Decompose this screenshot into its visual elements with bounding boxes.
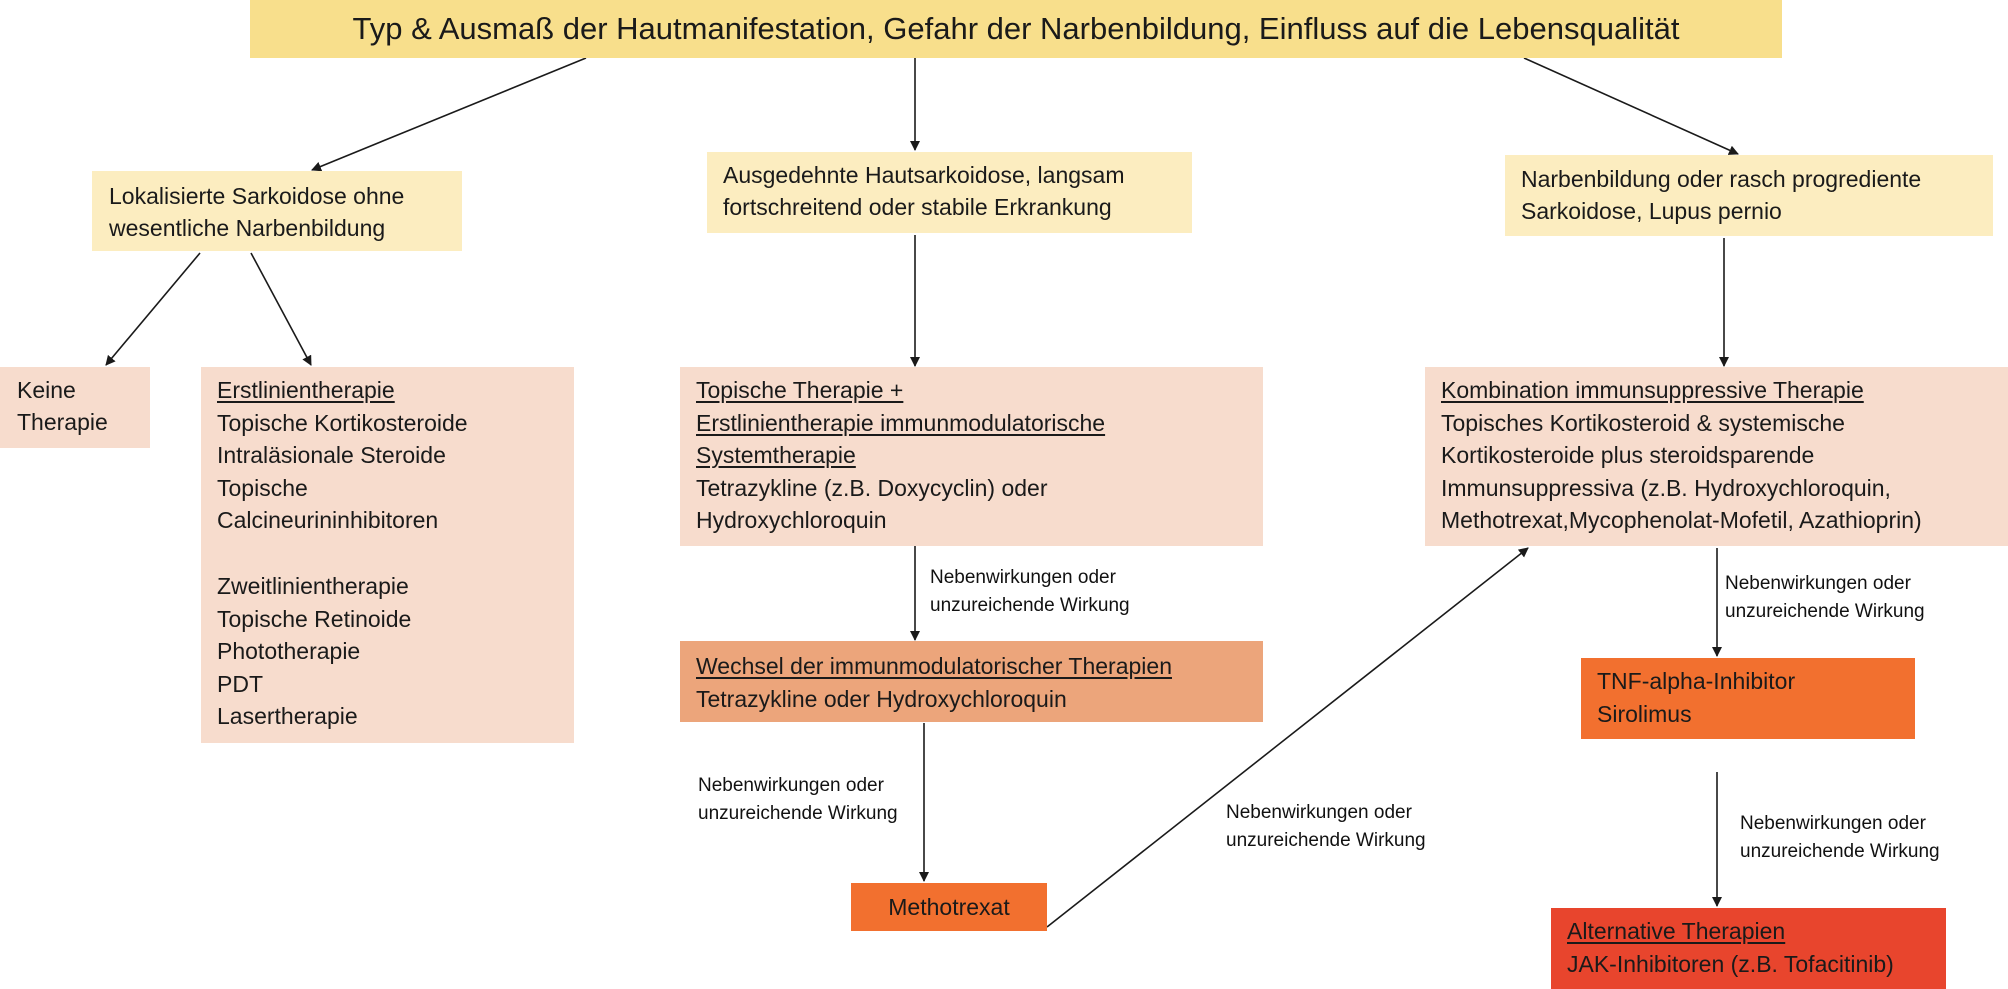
topical-systemic-heading: Erstlinientherapie immunmodulatorische — [696, 409, 1106, 436]
switch-therapy-box — [680, 641, 1263, 722]
edge-label-methotrexat-to-combination: Nebenwirkungen oder unzureichende Wirkung — [1226, 802, 1426, 851]
combination-therapy-box — [1425, 367, 2008, 546]
combination-item: Topisches Kortikosteroid & systemische — [1441, 409, 1845, 436]
alternative-item: JAK-Inhibitoren (z.B. Tofacitinib) — [1567, 950, 1894, 977]
category-extended — [707, 152, 1192, 233]
first-line-item: Topische — [217, 474, 308, 501]
category-scarring — [1505, 155, 1993, 236]
header-banner — [250, 0, 1782, 58]
category-extended-line-2: fortschreitend oder stabile Erkrankung — [723, 194, 1112, 220]
second-line-item: PDT — [217, 670, 263, 697]
category-localized — [92, 171, 462, 251]
first-line-item: Topische Kortikosteroide — [217, 409, 468, 436]
first-line-item: Intraläsionale Steroide — [217, 442, 446, 469]
tnf-line-2: Sirolimus — [1597, 700, 1692, 727]
second-line-heading: Zweitlinientherapie — [217, 572, 409, 599]
no-therapy-line-1: Keine — [17, 377, 76, 403]
combination-item: Immunsuppressiva (z.B. Hydroxychloroquin, — [1441, 474, 1891, 501]
combination-heading: Kombination immunsuppressive Therapie — [1441, 377, 1864, 403]
arrow-header-to-localized — [312, 58, 586, 170]
switch-therapy-item: Tetrazykline oder Hydroxychloroquin — [696, 685, 1067, 712]
no-therapy-box — [0, 367, 150, 448]
first-line-heading: Erstlinientherapie — [217, 377, 395, 403]
topical-systemic-heading: Topische Therapie + — [696, 377, 904, 403]
edge-label-switch-to-methotrexat: Nebenwirkungen oder unzureichende Wirkung — [698, 775, 898, 824]
category-extended-line-1: Ausgedehnte Hautsarkoidose, langsam — [723, 162, 1125, 188]
topical-systemic-box — [680, 367, 1263, 546]
header-title: Typ & Ausmaß der Hautmanifestation, Gefahr der Narbenbildung, Einfluss auf die Lebensqualität — [352, 11, 1680, 46]
tnf-inhibitor-box — [1581, 658, 1915, 739]
tnf-line-1: TNF-alpha-Inhibitor — [1597, 668, 1796, 694]
edge-label-combination-to-tnf: Nebenwirkungen oder unzureichende Wirkung — [1725, 573, 1925, 622]
alternative-therapy-box — [1551, 908, 1946, 989]
arrow-header-to-scarring — [1524, 58, 1738, 154]
category-localized-line-1: Lokalisierte Sarkoidose ohne — [109, 183, 405, 209]
first-line-item: Calcineurininhibitoren — [217, 507, 439, 534]
topical-systemic-item: Tetrazykline (z.B. Doxycyclin) oder — [696, 474, 1048, 501]
combination-item: Kortikosteroide plus steroidsparende — [1441, 442, 1815, 469]
combination-item: Methotrexat,Mycophenolat-Mofetil, Azathioprin) — [1441, 507, 1922, 534]
alternative-heading: Alternative Therapien — [1567, 918, 1786, 944]
methotrexat-box — [851, 883, 1047, 931]
second-line-item: Topische Retinoide — [217, 605, 412, 632]
switch-therapy-heading: Wechsel der immunmodulatorischer Therapien — [696, 653, 1172, 679]
category-scarring-line-2: Sarkoidose, Lupus pernio — [1521, 198, 1782, 224]
second-line-item: Phototherapie — [217, 638, 361, 665]
category-scarring-line-1: Narbenbildung oder rasch progrediente — [1521, 166, 1922, 192]
edge-label-topical-to-switch: Nebenwirkungen oder unzureichende Wirkung — [930, 567, 1130, 616]
arrow-localized-to-first-line — [251, 253, 311, 365]
no-therapy-line-2: Therapie — [17, 409, 108, 435]
topical-systemic-heading: Systemtherapie — [696, 442, 856, 469]
arrow-localized-to-no-therapy — [106, 253, 200, 365]
second-line-item: Lasertherapie — [217, 703, 358, 730]
category-localized-line-2: wesentliche Narbenbildung — [109, 215, 386, 241]
first-second-line-box — [201, 367, 574, 743]
edge-label-tnf-to-alternative: Nebenwirkungen oder unzureichende Wirkung — [1740, 813, 1940, 862]
topical-systemic-item: Hydroxychloroquin — [696, 507, 887, 534]
methotrexat-label: Methotrexat — [888, 893, 1010, 920]
